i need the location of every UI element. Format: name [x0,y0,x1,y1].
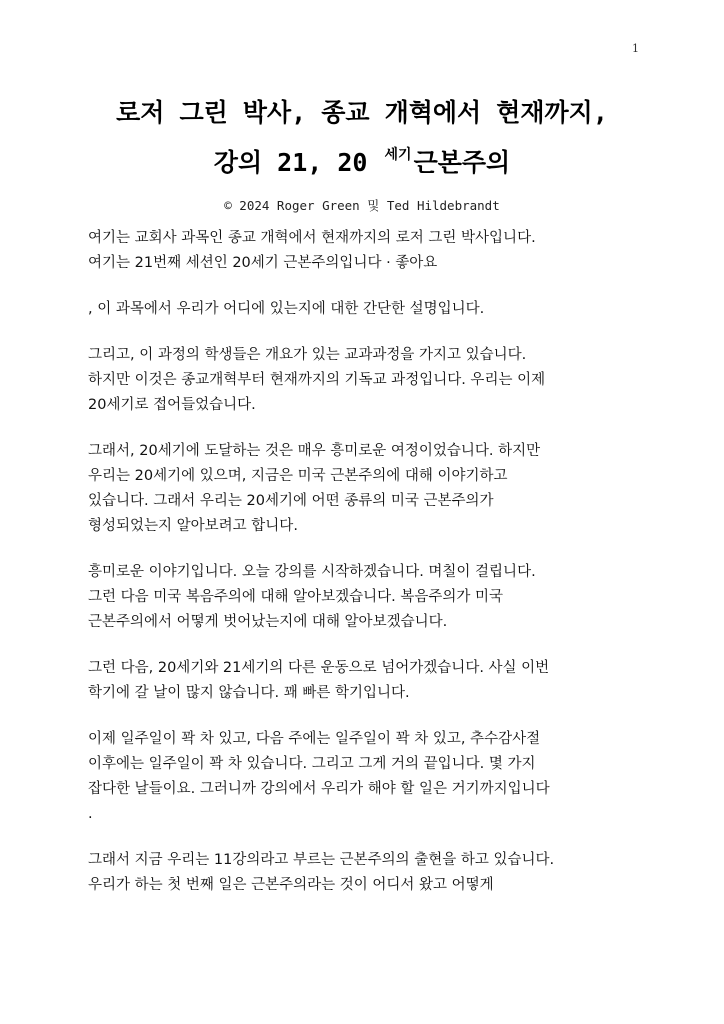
text-line: 근본주의에서 어떻게 벗어났는지에 대해 알아보겠습니다. [88,614,448,630]
title-lecture-number: 강의 21, 20 [213,148,368,177]
text-line: 여기는 21번째 세션인 20세기 근본주의입니다 · 좋아요 [88,255,438,271]
text-line: 20세기로 접어들었습니다. [88,397,256,413]
text-line: 학기에 갈 날이 많지 않습니다. 꽤 빠른 학기입니다. [88,685,410,701]
paragraph [88,848,648,898]
text-line: 흥미로운 이야기입니다. 오늘 강의를 시작하겠습니다. 며칠이 걸립니다. [88,564,536,580]
copyright-line: © 2024 Roger Green 및 Ted Hildebrandt [224,198,500,213]
text-line: 그런 다음, 20세기와 21세기의 다른 운동으로 넘어가겠습니다. 사실 이번 [88,660,550,676]
paragraph [88,439,648,539]
text-line: 하지만 이것은 종교개혁부터 현재까지의 기독교 과정입니다. 우리는 이제 [88,372,546,388]
text-line: 이제 일주일이 꽉 차 있고, 다음 주에는 일주일이 꽉 차 있고, 추수감사절 [88,731,541,747]
text-line: 그런 다음 미국 복음주의에 대해 알아보겠습니다. 복음주의가 미국 [88,589,504,605]
text-line: 잡다한 날들이요. 그러니까 강의에서 우리가 해야 할 일은 거기까지입니다 [88,781,550,797]
text-line: 우리가 하는 첫 번째 일은 근본주의라는 것이 어디서 왔고 어떻게 [88,877,494,893]
paragraph [88,560,648,635]
transcript-body [88,226,648,919]
document-header [60,92,664,214]
document-title-line-2 [60,134,664,184]
text-line: 형성되었는지 알아보려고 합니다. [88,518,298,534]
paragraph [88,343,648,418]
title-superscript-century: 세기 [384,147,412,163]
text-line: 우리는 20세기에 있으며, 지금은 미국 근본주의에 대해 이야기하고 [88,468,508,484]
paragraph [88,226,648,276]
paragraph [88,727,648,827]
text-line: . [88,806,93,822]
text-line: 이후에는 일주일이 꽉 차 있습니다. 그리고 그게 거의 끝입니다. 몇 가지 [88,756,536,772]
text-line: 그래서 지금 우리는 11강의라고 부르는 근본주의의 출현을 하고 있습니다. [88,852,555,868]
text-line: , 이 과목에서 우리가 어디에 있는지에 대한 간단한 설명입니다. [88,301,485,317]
paragraph [88,656,648,706]
text-line: 있습니다. 그래서 우리는 20세기에 어떤 종류의 미국 근본주의가 [88,493,494,509]
paragraph [88,297,648,322]
text-line: 여기는 교회사 과목인 종교 개혁에서 현재까지의 로저 그린 박사입니다. [88,230,536,246]
page-number: 1 [632,42,639,55]
text-line: 그래서, 20세기에 도달하는 것은 매우 흥미로운 여정이었습니다. 하지만 [88,443,541,459]
text-line: 그리고, 이 과정의 학생들은 개요가 있는 교과과정을 가지고 있습니다. [88,347,527,363]
document-title-line-1: 로저 그린 박사, 종교 개혁에서 현재까지, [116,98,608,127]
title-topic: 근본주의 [413,148,511,177]
